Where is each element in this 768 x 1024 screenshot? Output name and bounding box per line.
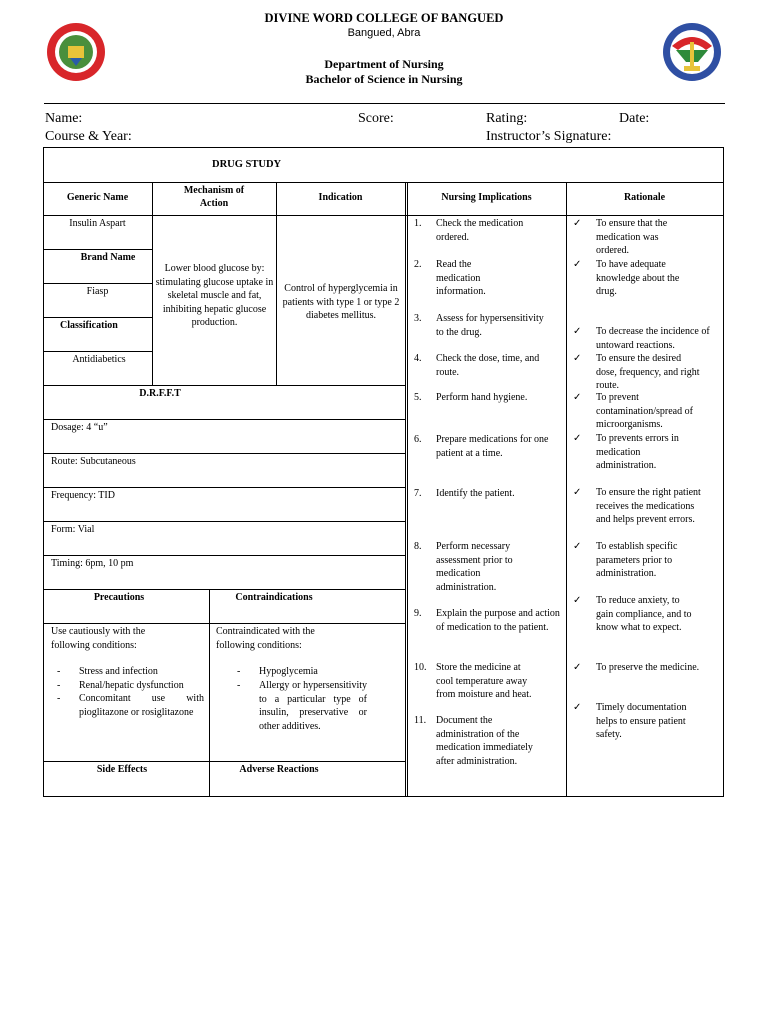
precautions-dash-2: -	[57, 680, 61, 691]
item-number: 6.	[414, 434, 422, 445]
checkmark-icon: ✓	[573, 326, 582, 337]
rationale-text: To ensure that the medication was ordered.	[596, 218, 668, 256]
checkmark-icon: ✓	[573, 487, 582, 498]
rationale-text: To establish specific parameters prior to administration.	[596, 541, 678, 579]
checkmark-icon: ✓	[573, 702, 582, 713]
generic-name-header: Generic Name	[66, 192, 129, 203]
mechanism-of-action-text: Lower blood glucose by: stimulating glucose uptake in skeletal muscle and fat, inhibiting hepatic glucose production.	[155, 263, 274, 328]
item-number: 1.	[414, 218, 422, 229]
contraindications-dash-2: -	[237, 680, 241, 691]
form-text: Form: Vial	[51, 524, 95, 535]
side-effects-header: Side Effects	[96, 764, 148, 775]
generic-name-value: Insulin Aspart	[69, 218, 126, 229]
item-number: 8.	[414, 541, 422, 552]
mechanism-header-line1: Mechanism of	[183, 185, 245, 196]
date-label: Date:	[619, 111, 650, 126]
department-name: Department of Nursing	[324, 57, 444, 71]
indication-text: Control of hyperglycemia in patients with type 1 or type 2 diabetes mellitus.	[282, 283, 400, 321]
precautions-header: Precautions	[93, 592, 145, 603]
rationale-text: To decrease the incidence of untoward reactions.	[596, 326, 710, 351]
item-text: Identify the patient.	[436, 488, 515, 499]
item-text: Prepare medications for one patient at a time.	[436, 434, 549, 459]
checkmark-icon: ✓	[573, 392, 582, 403]
rationale-text: To prevent contamination/spread of microorganisms.	[596, 392, 693, 430]
checkmark-icon: ✓	[573, 259, 582, 270]
item-number: 10.	[414, 662, 427, 673]
checkmark-icon: ✓	[573, 433, 582, 444]
item-text: Explain the purpose and action of medication to the patient.	[436, 608, 560, 633]
precautions-dash-3: -	[57, 693, 61, 704]
program-name: Bachelor of Science in Nursing	[305, 72, 463, 86]
classification-value: Antidiabetics	[72, 354, 126, 365]
contraindications-text-2: Allergy or hypersensitivity to a particular type of insulin, preservative or other additives.	[259, 680, 367, 732]
item-number: 2.	[414, 259, 422, 270]
rationale-text: To have adequate knowledge about the drug.	[596, 259, 680, 297]
drug-study-title: DRUG STUDY	[212, 159, 282, 170]
brand-name-value: Fiasp	[86, 286, 109, 297]
rationale-text: To prevents errors in medication administration.	[596, 433, 679, 471]
precautions-intro: Use cautiously with the following conditions:	[51, 626, 146, 651]
precautions-text-2: Renal/hepatic dysfunction	[79, 680, 184, 691]
score-label: Score:	[358, 111, 394, 126]
checkmark-icon: ✓	[573, 541, 582, 552]
course-year-label: Course & Year:	[45, 129, 132, 144]
rationale-text: To reduce anxiety, to gain compliance, and to know what to expect.	[596, 595, 692, 633]
item-text: Read the medication information.	[436, 259, 486, 297]
item-text: Document the administration of the medication immediately after administration.	[436, 715, 533, 767]
college-location: Bangued, Abra	[347, 27, 421, 39]
rationale-text: Timely documentation helps to ensure patient safety.	[596, 702, 687, 740]
item-text: Perform hand hygiene.	[436, 392, 528, 403]
item-number: 9.	[414, 608, 422, 619]
item-number: 7.	[414, 488, 422, 499]
brand-name-label: Brand Name	[80, 252, 136, 263]
adverse-reactions-header: Adverse Reactions	[239, 764, 319, 775]
contraindications-intro: Contraindicated with the following conditions:	[216, 626, 315, 651]
checkmark-icon: ✓	[573, 353, 582, 364]
nursing-implications-header: Nursing Implications	[441, 192, 532, 203]
item-number: 11.	[414, 715, 427, 726]
mechanism-header-line2: Action	[199, 198, 229, 209]
rationale-text: To ensure the right patient receives the medications and helps prevent errors.	[596, 487, 701, 525]
name-label: Name:	[45, 111, 83, 126]
item-text: Store the medicine at cool temperature away from moisture and heat.	[436, 662, 532, 700]
precautions-dash-1: -	[57, 666, 61, 677]
precautions-text-1: Stress and infection	[79, 666, 158, 677]
indication-header: Indication	[318, 192, 363, 203]
drfft-label: D.R.F.F.T	[139, 388, 181, 399]
instructor-signature-label: Instructor’s Signature:	[486, 129, 612, 144]
item-number: 3.	[414, 313, 422, 324]
item-text: Perform necessary assessment prior to medication administration.	[436, 541, 513, 593]
rationale-header: Rationale	[623, 192, 666, 203]
frequency-text: Frequency: TID	[51, 490, 115, 501]
dosage-text: Dosage: 4 “u”	[51, 422, 108, 433]
checkmark-icon: ✓	[573, 595, 582, 606]
contraindications-dash-1: -	[237, 666, 241, 677]
route-text: Route: Subcutaneous	[51, 456, 136, 467]
checkmark-icon: ✓	[573, 662, 582, 673]
contraindications-header: Contraindications	[235, 592, 313, 603]
header-divider	[44, 103, 725, 104]
timing-text: Timing: 6pm, 10 pm	[51, 558, 134, 569]
item-text: Check the dose, time, and route.	[436, 353, 540, 378]
rating-label: Rating:	[486, 111, 528, 126]
college-name: DIVINE WORD COLLEGE OF BANGUED	[264, 11, 504, 25]
rationale-text: To preserve the medicine.	[596, 662, 700, 673]
checkmark-icon: ✓	[573, 218, 582, 229]
contraindications-text-1: Hypoglycemia	[259, 666, 318, 677]
item-text: Assess for hypersensitivity to the drug.	[436, 313, 544, 338]
item-number: 5.	[414, 392, 422, 403]
item-number: 4.	[414, 353, 422, 364]
precautions-text-3: Concomitant use with pioglitazone or rosiglitazone	[79, 693, 204, 718]
classification-label: Classification	[60, 320, 118, 331]
item-text: Check the medication ordered.	[436, 218, 524, 243]
rationale-text: To ensure the desired dose, frequency, and right route.	[596, 353, 700, 391]
